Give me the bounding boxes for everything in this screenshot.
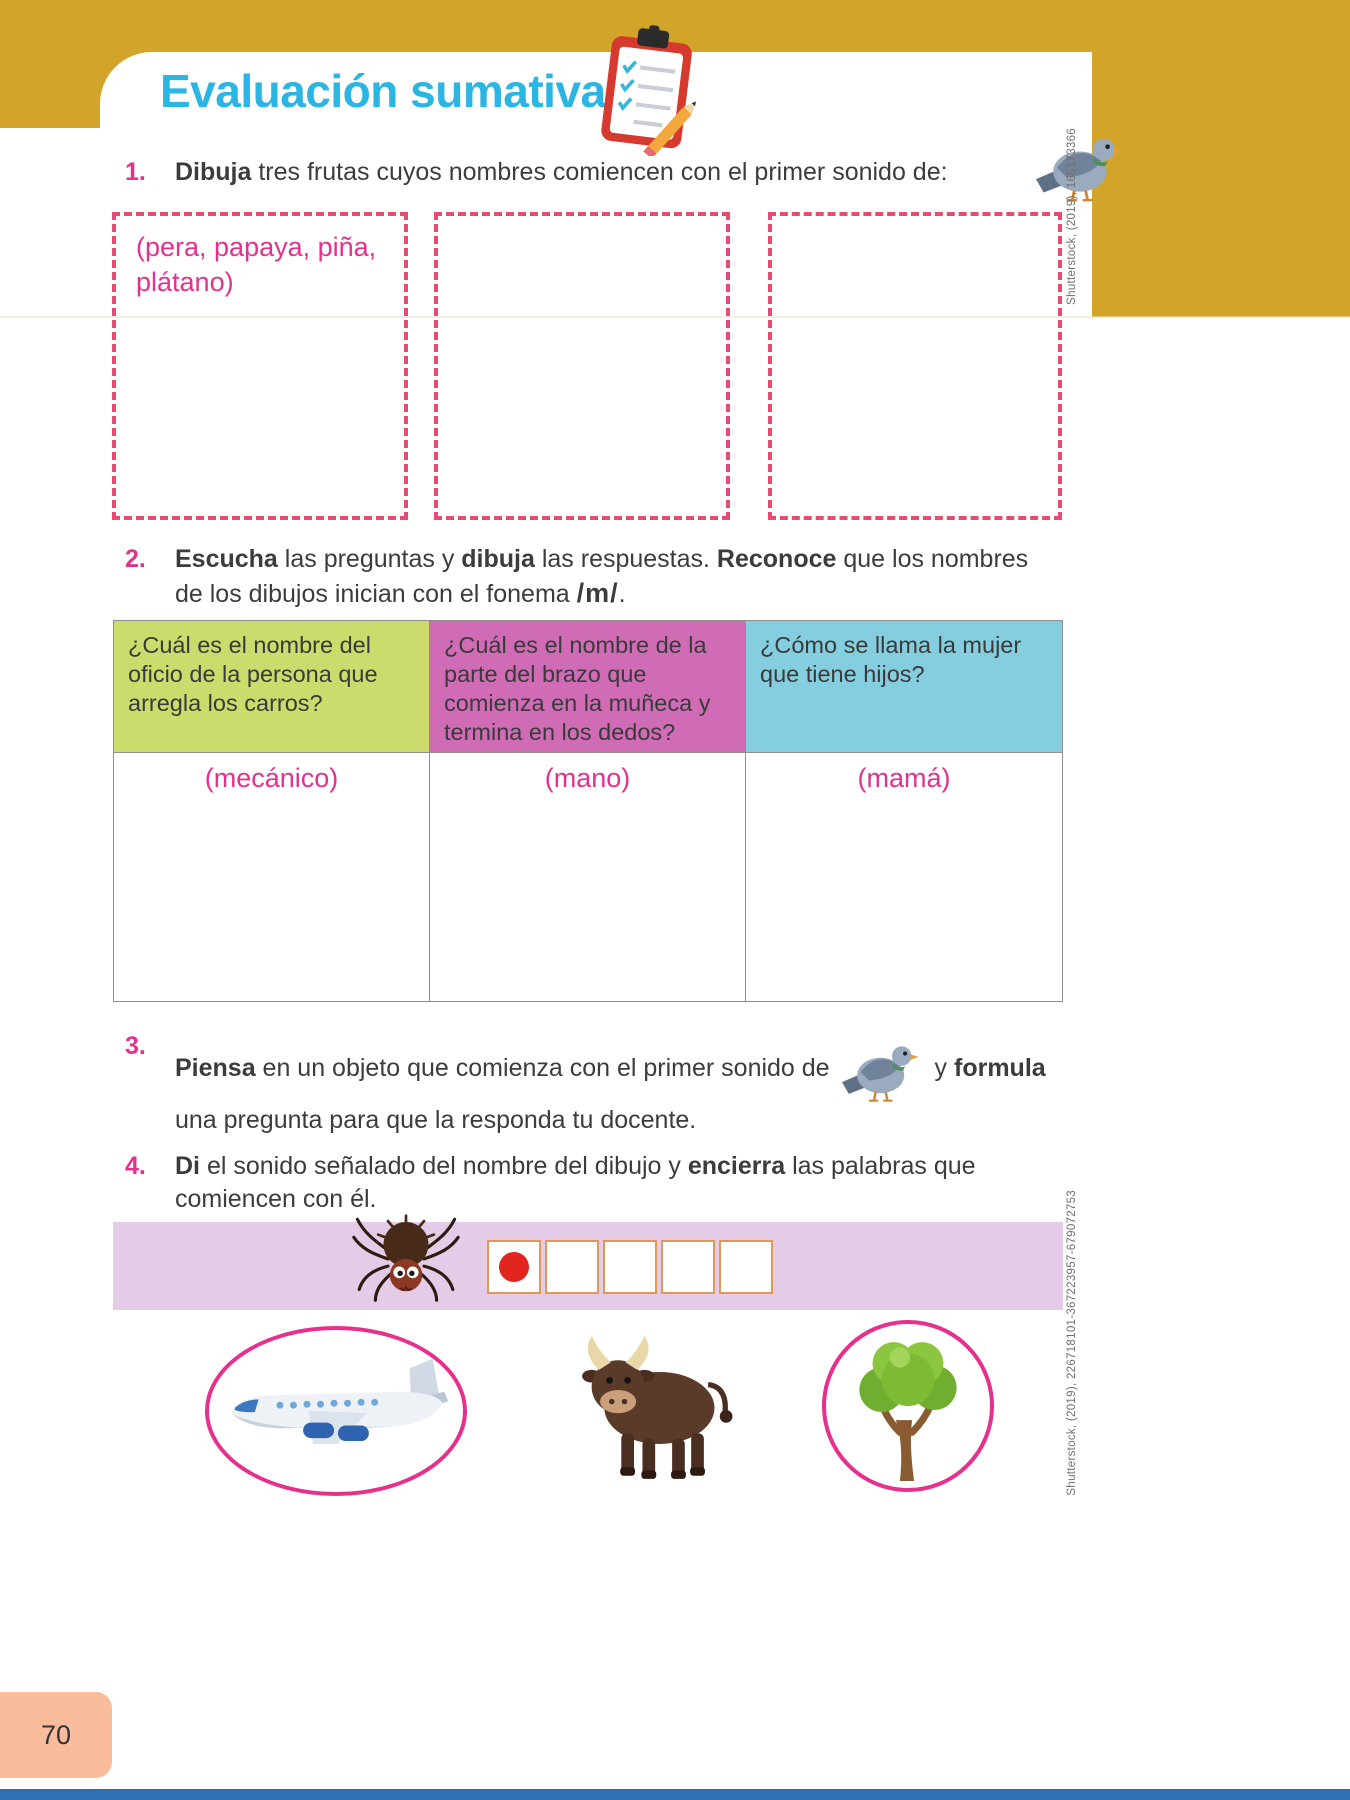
tree-image — [840, 1331, 976, 1483]
pigeon-image — [836, 1030, 922, 1104]
exercise-2-instruction — [175, 543, 1060, 612]
table-header-mom: ¿Cómo se llama la mujer que tiene hijos? — [746, 621, 1062, 753]
instruction-text: las preguntas y — [277, 545, 462, 573]
answer-hint: (mecánico) — [204, 763, 339, 793]
pigeon-image — [1030, 120, 1126, 204]
drawing-box-1[interactable] — [112, 212, 408, 520]
tree-answer-circle[interactable] — [822, 1320, 994, 1492]
bold-word: Di — [175, 1152, 200, 1180]
bold-word: Reconoce — [716, 545, 837, 573]
drawing-box-3[interactable] — [768, 212, 1062, 520]
answer-hint: (mano) — [544, 763, 631, 793]
table-answer-mom[interactable] — [746, 753, 1062, 1001]
drawing-box-2[interactable] — [434, 212, 730, 520]
instruction-text: las respuestas. — [534, 545, 717, 573]
instruction-text: las palabras que comiencen con él. — [175, 1152, 976, 1213]
page-number: 70 — [40, 1719, 72, 1750]
phoneme-box-4[interactable] — [661, 1240, 715, 1294]
airplane-image — [220, 1352, 452, 1470]
bold-word: Piensa — [175, 1054, 256, 1082]
clipboard-checklist-icon — [588, 24, 712, 156]
bold-word: dibuja — [461, 545, 535, 573]
phoneme-box-row — [487, 1240, 773, 1294]
instruction-text: y — [927, 1054, 954, 1082]
instruction-text: . — [618, 580, 626, 608]
red-dot-marker — [499, 1252, 529, 1282]
exercise-4 — [125, 1150, 1085, 1216]
exercise-1 — [125, 156, 1085, 189]
exercise-2-number: 2. — [125, 545, 146, 573]
bold-word: Dibuja — [175, 158, 252, 186]
bull-image[interactable] — [562, 1328, 742, 1490]
photo-credit-bottom: Shutterstock, (2019), 226718101-367223957-679072753 — [1066, 1190, 1078, 1496]
table-header-mechanic: ¿Cuál es el nombre del oficio de la persona que arregla los carros? — [114, 621, 430, 753]
answer-hint: (mamá) — [857, 763, 951, 793]
bold-word: Escucha — [175, 545, 278, 573]
questions-table — [113, 620, 1063, 1002]
exercise-1-instruction — [175, 156, 948, 189]
answer-hint-fruits: (pera, papaya, piña, plátano) — [136, 232, 377, 297]
phoneme-box-3[interactable] — [603, 1240, 657, 1294]
exercise-3-instruction — [175, 1030, 1046, 1137]
exercise-2 — [125, 543, 1075, 612]
photo-credit-top: Shutterstock, (2019), 165173366 — [1066, 128, 1078, 305]
exercise-3 — [125, 1030, 1085, 1137]
exercise-4-instruction — [175, 1150, 1060, 1216]
page-divider-line — [0, 316, 1350, 318]
page-title: Evaluación sumativa — [160, 65, 606, 117]
instruction-text: que los nombres de los dibujos inician con el fonema — [175, 545, 1029, 608]
header-gold-right-block — [1092, 0, 1350, 317]
bold-word: encierra — [687, 1152, 786, 1180]
exercise-4-number: 4. — [125, 1152, 146, 1180]
instruction-text: el sonido señalado del nombre del dibujo y — [200, 1152, 688, 1180]
instruction-text: en un objeto que comienza con el primer sonido de — [255, 1054, 830, 1082]
exercise-3-number: 3. — [125, 1032, 146, 1060]
airplane-answer-circle[interactable] — [205, 1326, 467, 1496]
bold-word: formula — [954, 1054, 1046, 1082]
table-answer-mechanic[interactable] — [114, 753, 430, 1001]
phoneme-label: /m/ — [576, 578, 619, 608]
phoneme-box-1[interactable] — [487, 1240, 541, 1294]
instruction-text: una pregunta para que la responda tu docente. — [175, 1106, 697, 1134]
table-header-hand: ¿Cuál es el nombre de la parte del brazo que comienza en la muñeca y termina en los dedos? — [430, 621, 746, 753]
bottom-blue-bar — [0, 1789, 1350, 1800]
instruction-text: tres frutas cuyos nombres comiencen con el primer sonido de: — [251, 158, 948, 186]
phoneme-box-5[interactable] — [719, 1240, 773, 1294]
table-answer-hand[interactable] — [430, 753, 746, 1001]
page-number-tab — [0, 1692, 112, 1778]
phoneme-box-2[interactable] — [545, 1240, 599, 1294]
exercise-1-number: 1. — [125, 158, 146, 186]
spider-image — [352, 1206, 460, 1310]
